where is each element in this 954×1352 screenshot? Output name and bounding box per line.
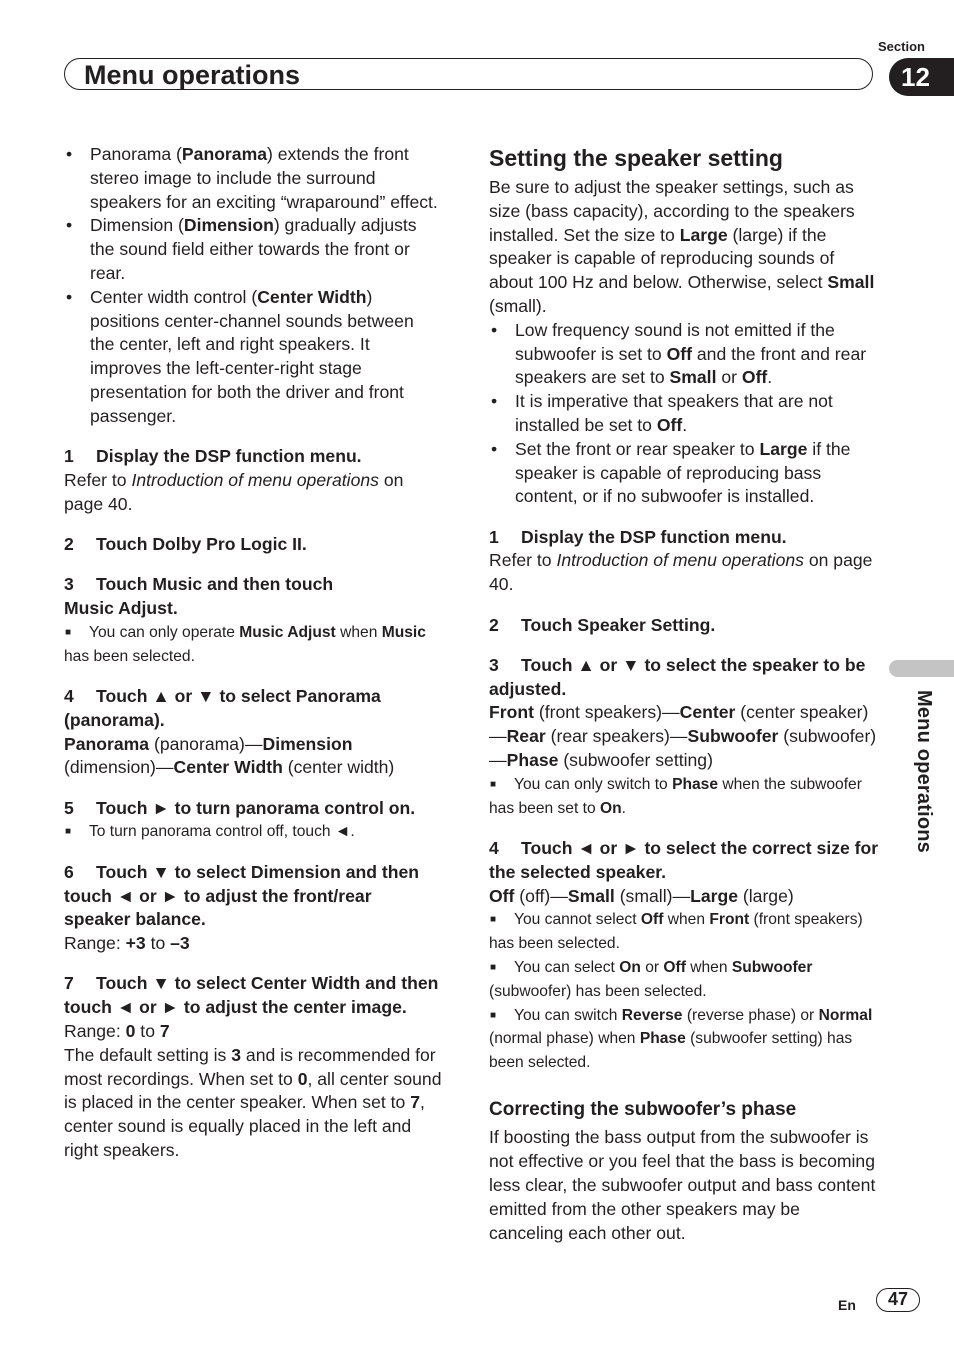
step-heading: 6 Touch ▼ to select Dimension and then touch ◄ or ► to adjust the front/rear speaker balance. bbox=[64, 861, 420, 930]
step-heading: 7 Touch ▼ to select Center Width and then touch ◄ or ► to adjust the center image. bbox=[64, 973, 439, 1018]
step-heading: 2 Touch Speaker Setting. bbox=[489, 614, 716, 635]
step-note: ■ You can switch Reverse (reverse phase) or Normal (normal phase) when Phase (subwoofer setting) has been selected. bbox=[489, 1004, 879, 1075]
step-heading: 3 Touch ▲ or ▼ to select the speaker to be adjusted. bbox=[489, 654, 866, 699]
page-number: 47 bbox=[876, 1288, 920, 1312]
step-heading: 1 Display the DSP function menu. bbox=[64, 446, 362, 467]
list-item: • Low frequency sound is not emitted if the subwoofer is set to Off and the front and rear speakers are set to Small or Off. bbox=[489, 319, 879, 390]
intro-paragraph: Be sure to adjust the speaker settings, such as size (bass capacity), according to the speakers installed. Set the size to Large (large) if the speaker is capable of reproducing sounds of about 100 Hz and below. Otherwise, select Small (small). bbox=[489, 177, 875, 316]
step-note: ■ You cannot select Off when Front (front speakers) has been selected. bbox=[489, 908, 879, 956]
step-body: Off (off)—Small (small)—Large (large) bbox=[489, 885, 794, 906]
effects-list bbox=[64, 143, 442, 429]
step-body: Refer to Introduction of menu operations on page 40. bbox=[64, 469, 404, 514]
step-heading: 3 Touch Music and then touch Music Adjust. bbox=[64, 574, 334, 619]
list-item: • It is imperative that speakers that are not installed be set to Off. bbox=[489, 390, 879, 438]
step-note: ■ You can only switch to Phase when the subwoofer has been set to On. bbox=[489, 773, 879, 821]
list-item: • Panorama (Panorama) extends the front stereo image to include the surround speakers for an exciting “wraparound” effect. bbox=[64, 143, 442, 214]
side-section-label: Menu operations bbox=[913, 690, 935, 854]
page-title: Menu operations bbox=[84, 60, 301, 90]
step-body: Panorama (panorama)—Dimension (dimension)—Center Width (center width) bbox=[64, 733, 395, 778]
step-body: The default setting is 3 and is recommended for most recordings. When set to 0, all center sound is placed in the center speaker. When set to 7, center sound is equally placed in the left and right speakers. bbox=[64, 1044, 442, 1160]
page-language: En bbox=[838, 1297, 856, 1313]
subsection-body: If boosting the bass output from the subwoofer is not effective or you feel that the bass is becoming less clear, the subwoofer output and bass content emitted from the other speakers may be canceling each other out. bbox=[489, 1127, 876, 1243]
subsection-heading: Correcting the subwoofer’s phase bbox=[489, 1099, 797, 1121]
section-heading: Setting the speaker setting bbox=[489, 145, 783, 171]
step-body: Front (front speakers)—Center (center speaker)—Rear (rear speakers)—Subwoofer (subwoofer)—Phase (subwoofer setting) bbox=[489, 702, 877, 771]
list-item: • Set the front or rear speaker to Large if the speaker is capable of reproducing bass content, or if no subwoofer is installed. bbox=[489, 438, 879, 509]
step-note: ■ You can select On or Off when Subwoofer (subwoofer) has been selected. bbox=[489, 956, 879, 1004]
side-tab-marker bbox=[889, 660, 954, 677]
list-item: • Center width control (Center Width) positions center-channel sounds between the center, left and right speakers. It improves the left-center-right stage presentation for both the driver and front passenger. bbox=[64, 286, 442, 429]
section-number-badge: 12 bbox=[889, 58, 954, 96]
right-column bbox=[489, 143, 879, 1245]
step-note: ■ You can only operate Music Adjust when Music has been selected. bbox=[64, 621, 442, 669]
step-heading: 2 Touch Dolby Pro Logic II. bbox=[64, 533, 307, 554]
step-heading: 5 Touch ► to turn panorama control on. bbox=[64, 797, 416, 818]
section-label: Section bbox=[878, 39, 925, 54]
step-heading: 4 Touch ◄ or ► to select the correct size for the selected speaker. bbox=[489, 837, 879, 882]
step-note: ■ To turn panorama control off, touch ◄. bbox=[64, 820, 442, 844]
list-item: • Dimension (Dimension) gradually adjusts the sound field either towards the front or rear. bbox=[64, 214, 442, 285]
step-body: Refer to Introduction of menu operations on page 40. bbox=[489, 550, 873, 595]
step-body: Range: 0 to 7 bbox=[64, 1021, 170, 1041]
step-heading: 1 Display the DSP function menu. bbox=[489, 526, 787, 547]
left-column bbox=[64, 143, 442, 1163]
speaker-notes-list bbox=[489, 319, 879, 509]
step-heading: 4 Touch ▲ or ▼ to select Panorama (panorama). bbox=[64, 685, 381, 730]
step-body: Range: +3 to –3 bbox=[64, 933, 190, 954]
